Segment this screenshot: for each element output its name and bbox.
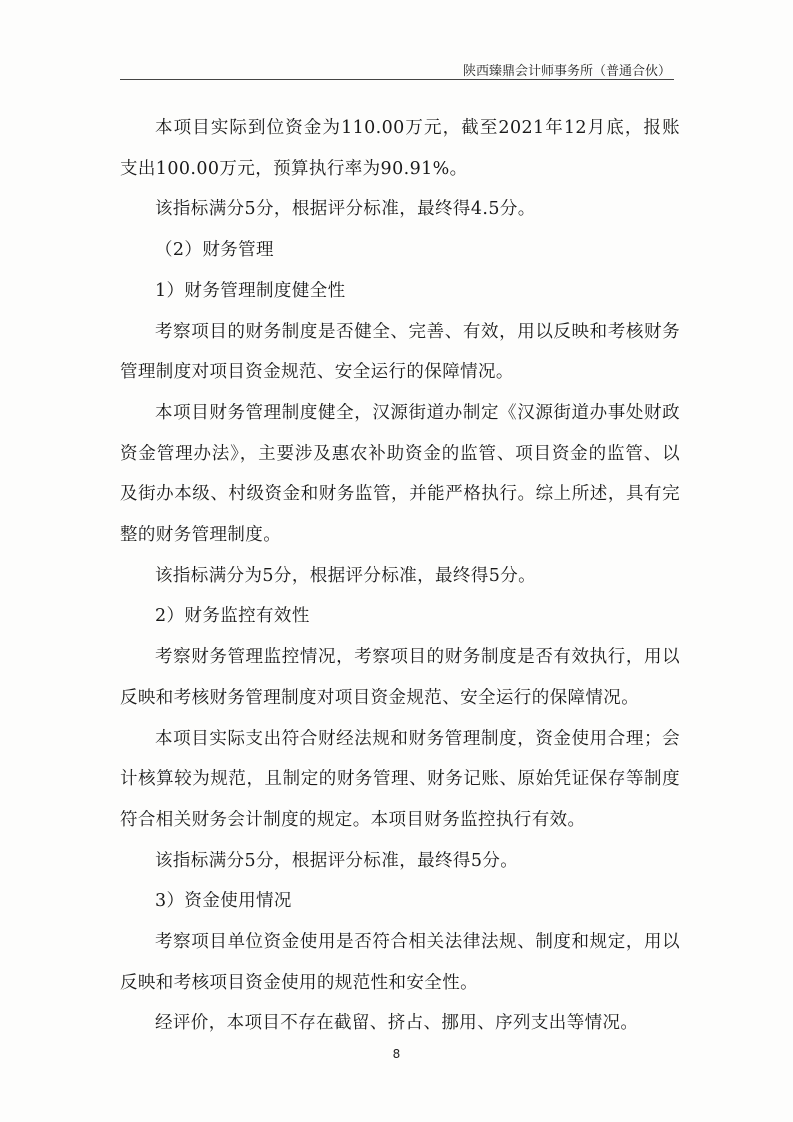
paragraph-score-2: 该指标满分为5分，根据评分标准，最终得5分。 [155,565,537,586]
paragraph-fund-usage-assessment: 经评价，本项目不存在截留、挤占、挪用、序列支出等情况。 [155,1013,639,1034]
subheading-fund-usage: 3）资金使用情况 [155,891,292,912]
paragraph-monitoring-criteria: 考察财务管理监控情况，考察项目的财务制度是否有效执行，用以反映和考核财务管理制度对项目资金规范、安全运行的保障情况。 [120,647,680,708]
paragraph-fund-usage-criteria: 考察项目单位资金使用是否符合相关法律法规、制度和规定，用以反映和考核项目资金使用的规范性和安全性。 [120,932,680,993]
paragraph-system-criteria: 考察项目的财务制度是否健全、完善、有效，用以反映和考核财务管理制度对项目资金规范、安全运行的保障情况。 [120,321,680,383]
section-heading-financial-management: （2）财务管理 [155,240,274,261]
header-firm-name: 陕西臻鼎会计师事务所（普通合伙） [462,64,671,79]
header-rule [120,79,674,80]
subheading-system-completeness: 1）财务管理制度健全性 [155,280,346,301]
paragraph-monitoring-assessment: 本项目实际支出符合财经法规和财务管理制度，资金使用合理；会计核算较为规范，且制定的财务管理、财务记账、原始凭证保存等制度符合相关财务会计制度的规定。本项目财务监控执行有效。 [120,728,680,830]
page-number: 8 [392,1047,401,1061]
paragraph-system-assessment: 本项目财务管理制度健全，汉源街道办制定《汉源街道办事处财政资金管理办法》，主要涉及惠农补助资金的监管、项目资金的监管、以及街办本级、村级资金和财务监管，并能严格执行。综上所述，具有完整的财务管理制度。 [120,402,680,546]
paragraph-budget-execution: 本项目实际到位资金为110.00万元，截至2021年12月底，报账支出100.00万元，预算执行率为90.91%。 [120,118,680,179]
document-body [120,108,680,1044]
paragraph-score-1: 该指标满分5分，根据评分标准，最终得4.5分。 [155,199,536,220]
subheading-monitoring-effectiveness: 2）财务监控有效性 [155,606,310,627]
paragraph-score-3: 该指标满分5分，根据评分标准，最终得5分。 [155,850,519,871]
